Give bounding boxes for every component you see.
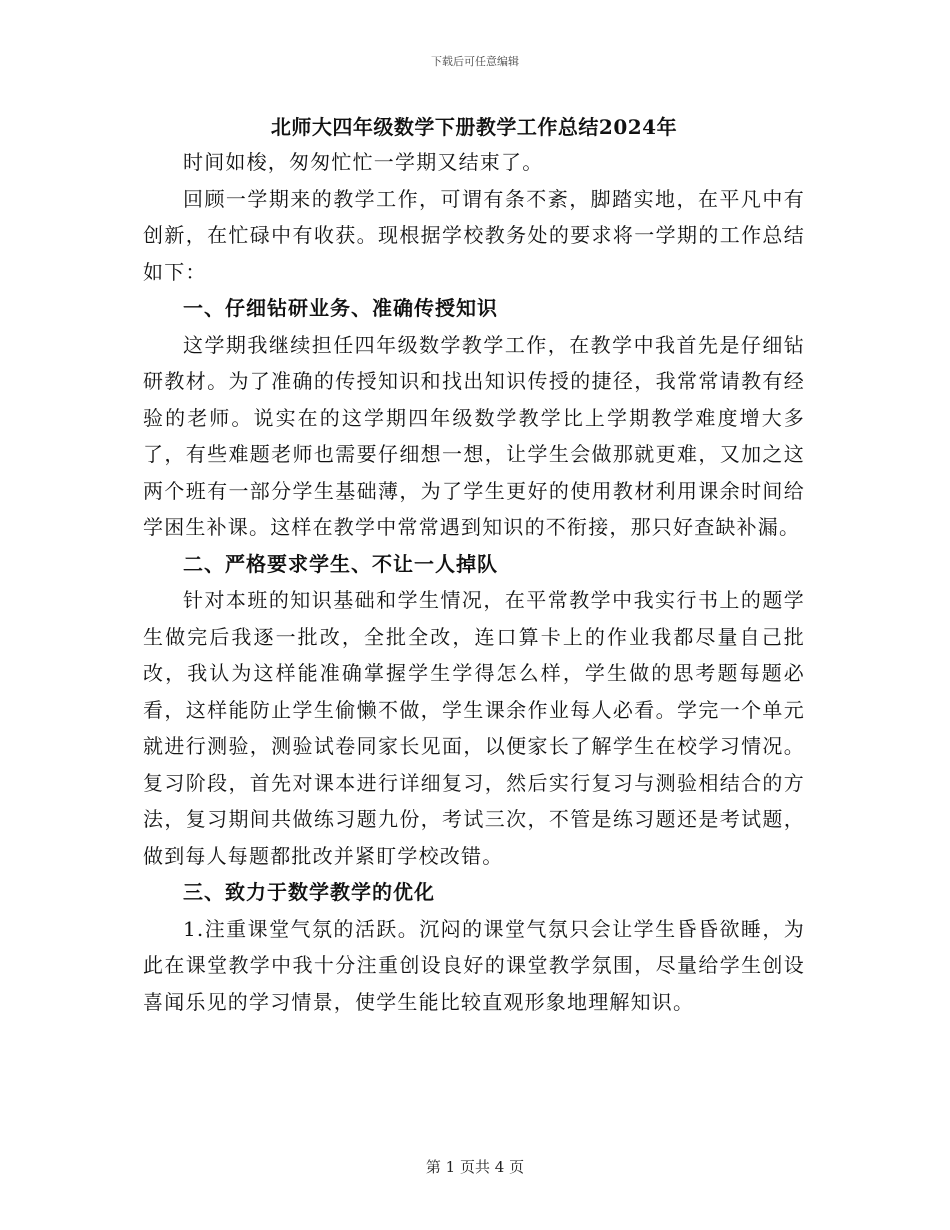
page-indicator: 第 1 页共 4 页 — [425, 1158, 525, 1176]
paragraph-section-1: 这学期我继续担任四年级数学教学工作，在教学中我首先是仔细钻研教材。为了准确的传授知识和找出知识传授的捷径，我常常请教有经验的老师。说实在的这学期四年级数学教学比上学期教学难度增大多了，有些难题老师也需要仔细想一想，让学生会做那就更难，又加之这两个班有一部分学生基础薄，为了学生更好的使用教材利用课余时间给学困生补课。这样在教学中常常遇到知识的不衔接，那只好查缺补漏。 — [143, 332, 805, 539]
document-title: 北师大四年级数学下册教学工作总结2024年 — [270, 115, 678, 139]
page-header-note: 下载后可任意编辑 — [431, 55, 519, 68]
paragraph-section-2: 针对本班的知识基础和学生情况，在平常教学中我实行书上的题学生做完后我逐一批改，全批全改，连口算卡上的作业我都尽量自己批改，我认为这样能准确掌握学生学得怎么样，学生做的思考题每题必看，这样能防止学生偷懒不做，学生课余作业每人必看。学完一个单元就进行测验，测验试卷同家长见面，以便家长了解学生在校学习情况。复习阶段，首先对课本进行详细复习，然后实行复习与测验相结合的方法，复习期间共做练习题九份，考试三次，不管是练习题还是考试题，做到每人每题都批改并紧盯学校改错。 — [143, 588, 805, 868]
section-heading-1: 一、仔细钻研业务、准确传授知识 — [183, 296, 498, 320]
document-body — [143, 110, 805, 1020]
section-heading-3: 三、致力于数学教学的优化 — [183, 880, 435, 904]
paragraph-intro: 时间如梭，匆匆忙忙一学期又结束了。 — [183, 150, 544, 174]
paragraph-section-3-item-1: 1.注重课堂气氛的活跃。沉闷的课堂气氛只会让学生昏昏欲睡，为此在课堂教学中我十分注重创设良好的课堂教学氛围，尽量给学生创设喜闻乐见的学习情景，使学生能比较直观形象地理解知识。 — [143, 916, 805, 1014]
section-heading-2: 二、严格要求学生、不让一人掉队 — [183, 551, 498, 576]
paragraph-review: 回顾一学期来的教学工作，可谓有条不紊，脚踏实地，在平凡中有创新，在忙碌中有收获。现根据学校教务处的要求将一学期的工作总结如下： — [143, 186, 805, 284]
